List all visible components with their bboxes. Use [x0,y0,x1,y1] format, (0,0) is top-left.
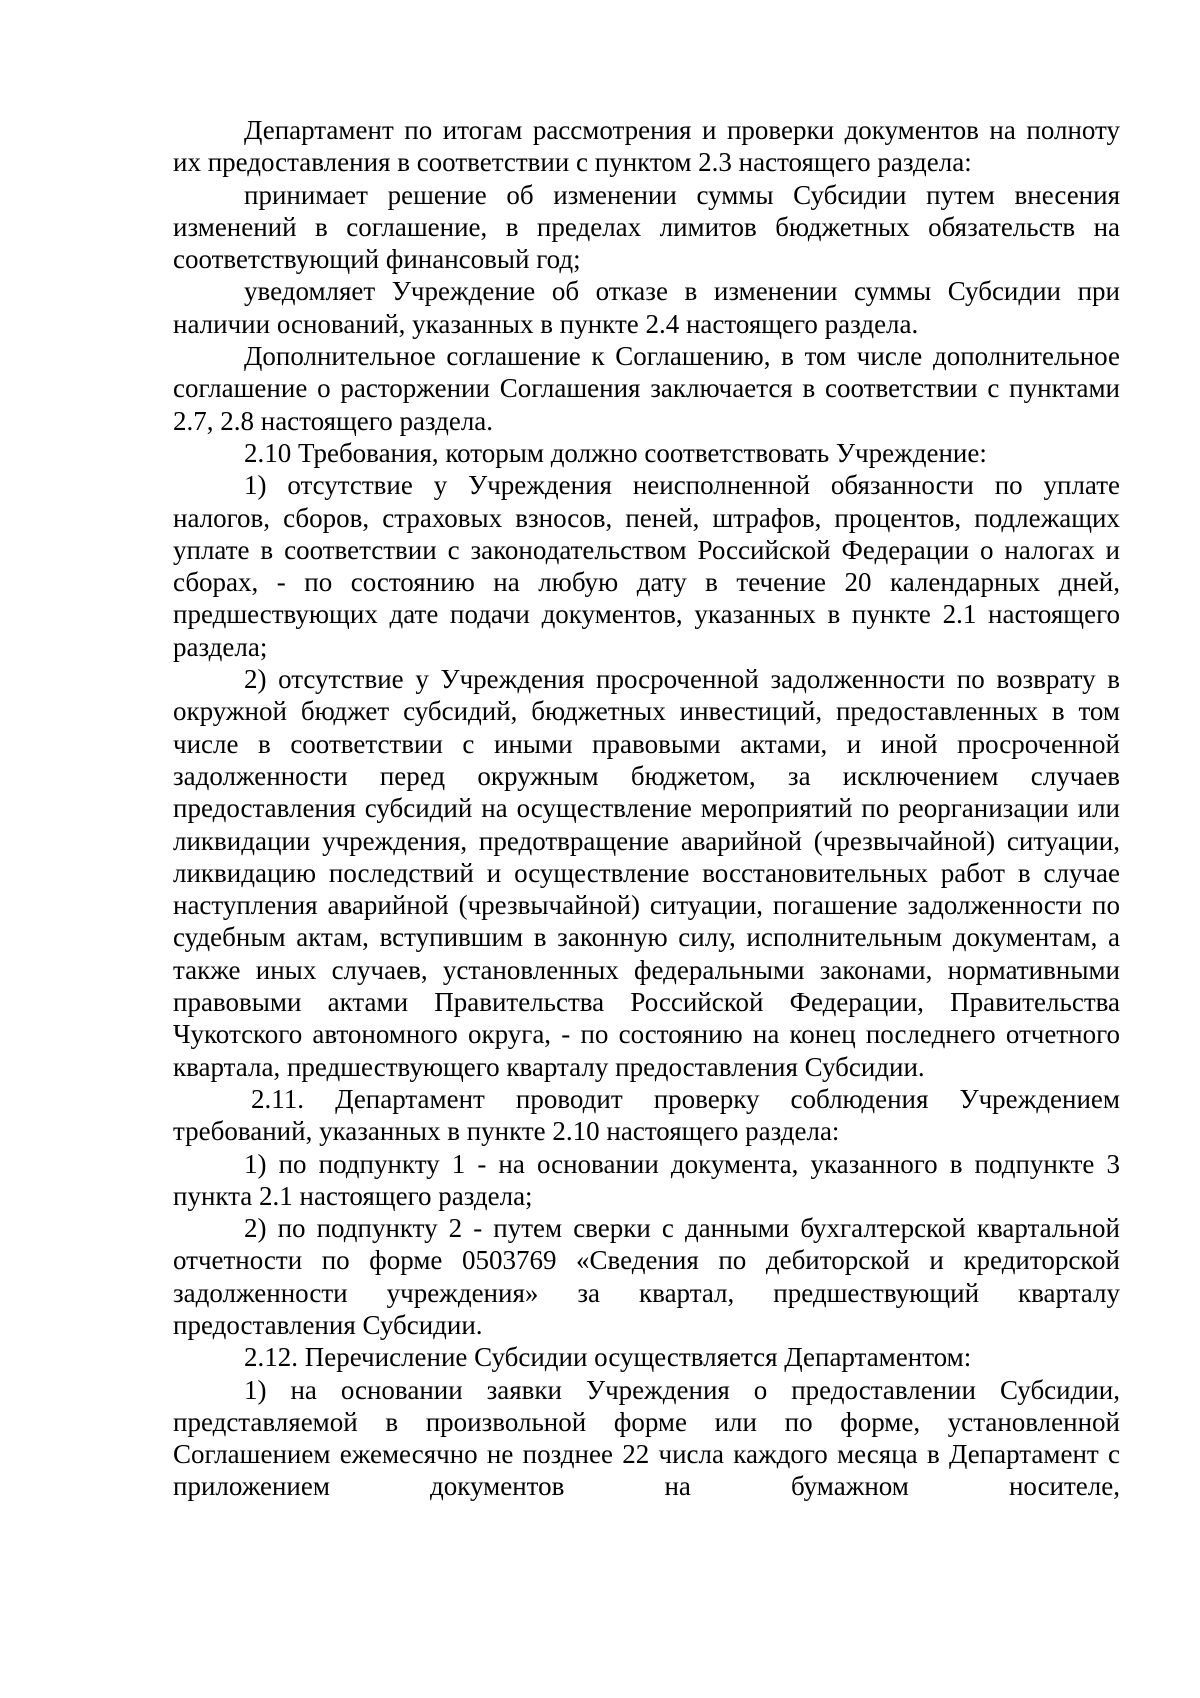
paragraph-refusal-notice: уведомляет Учреждение об отказе в изменении суммы Субсидии при наличии оснований, указанных в пункте 2.4 настоящего раздела. [173,276,1120,339]
document-body [173,114,1120,1503]
paragraph-2-11-item-1: 1) по подпункту 1 - на основании документа, указанного в подпункте 3 пункта 2.1 настоящего раздела; [173,1148,1120,1211]
paragraph-2-10-item-2: 2) отсутствие у Учреждения просроченной задолженности по возврату в окружной бюджет субсидий, бюджетных инвестиций, предоставленных в том числе в соответствии с иными правовыми актами, и иной просроченной задолженности перед окружным бюджетом, за исключением случаев предоставления субсидий на осуществление мероприятий по реорганизации или ликвидации учреждения, предотвращение аварийной (чрезвычайной) ситуации, ликвидацию последствий и осуществление восстановительных работ в случае наступления аварийной (чрезвычайной) ситуации, погашение задолженности по судебным актам, вступившим в законную силу, исполнительным документам, а также иных случаев, установленных федеральными законами, нормативными правовыми актами Правительства Российской Федерации, Правительства Чукотского автономного округа, - по состоянию на конец последнего отчетного квартала, предшествующего кварталу предоставления Субсидии. [173,664,1120,1082]
paragraph-additional-agreement: Дополнительное соглашение к Соглашению, в том числе дополнительное соглашение о расторжении Соглашения заключается в соответствии с пунктами 2.7, 2.8 настоящего раздела. [173,341,1120,436]
paragraph-2-11-item-2: 2) по подпункту 2 - путем сверки с данными бухгалтерской квартальной отчетности по форме 0503769 «Сведения по дебиторской и кредиторской задолженности учреждения» за квартал, предшествующий кварталу предоставления Субсидии. [173,1213,1120,1340]
paragraph-change-decision: принимает решение об изменении суммы Субсидии путем внесения изменений в соглашение, в пределах лимитов бюджетных обязательств на соответствующий финансовый год; [173,179,1120,275]
paragraph-2-10-item-1: 1) отсутствие у Учреждения неисполненной обязанности по уплате налогов, сборов, страховых взносов, пеней, штрафов, процентов, подлежащих уплате в соответствии с законодательством Российской Федерации о налогах и сборах, - по состоянию на любую дату в течение 20 календарных дней, предшествующих дате подачи документов, указанных в пункте 2.1 настоящего раздела; [173,470,1120,662]
paragraph-2-10-heading: 2.10 Требования, которым должно соответствовать Учреждение: [244,437,987,468]
paragraph-department-review: Департамент по итогам рассмотрения и проверки документов на полноту их предоставления в соответствии с пунктом 2.3 настоящего раздела: [173,115,1120,178]
paragraph-2-11-heading: 2.11. Департамент проводит проверку соблюдения Учреждением требований, указанных в пункте 2.10 настоящего раздела: [173,1083,1120,1147]
paragraph-2-12-item-1: 1) на основании заявки Учреждения о предоставлении Субсидии, представляемой в произвольной форме или по форме, установленной Соглашением ежемесячно не позднее 22 числа каждого месяца в Департамент с приложением документов на бумажном носителе, [173,1374,1120,1502]
paragraph-2-12-heading: 2.12. Перечисление Субсидии осуществляется Департаментом: [244,1342,972,1373]
